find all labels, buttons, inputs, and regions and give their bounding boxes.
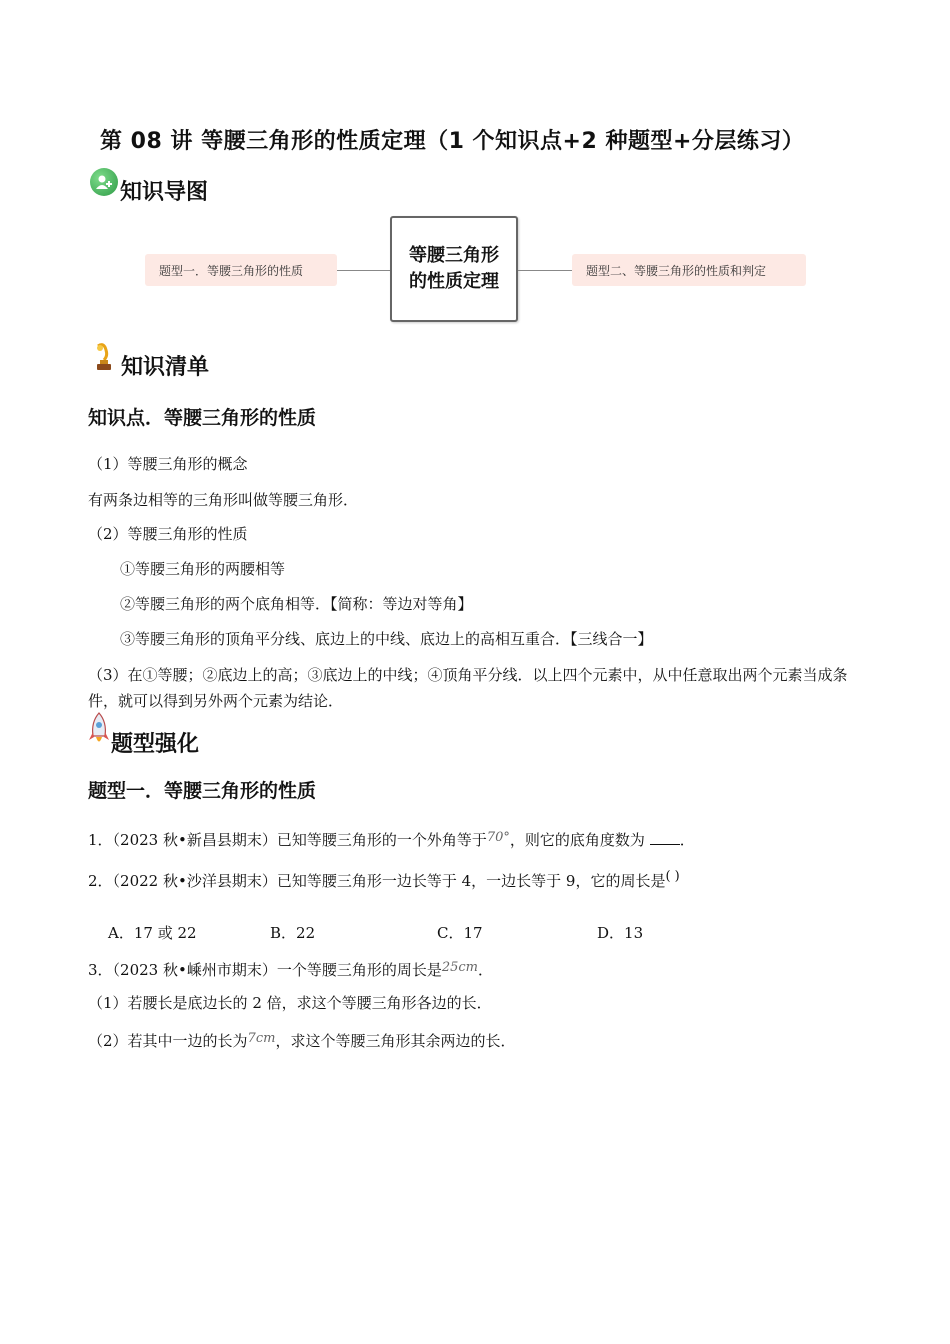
question-3-end: ． [478,961,494,979]
question-3-prefix: 3．（2023 秋•嵊州市期末）一个等腰三角形的周长是 [88,961,442,979]
question-3-sub-2 [88,1028,515,1052]
knowledge-point-title: 知识点．等腰三角形的性质 [88,407,317,429]
question-2-option-c[interactable]: C．17 [437,924,483,942]
question-3-perimeter: 25cm [441,960,478,975]
question-2-option-a[interactable]: A．17 或 22 [108,924,197,942]
property-item-1: ①等腰三角形的两腰相等 [120,560,286,578]
question-2 [88,866,680,892]
question-3-sub-2-suffix: ，求这个等腰三角形其余两边的长． [275,1032,516,1050]
mindmap-center-node: 等腰三角形的性质定理 [390,216,518,322]
question-2-text: 2．（2022 秋•沙洋县期末）已知等腰三角形一边长等于 4，一边长等于 9，它的周长是 [88,872,666,890]
mindmap-node-left: 题型一．等腰三角形的性质 [145,254,337,286]
mindmap-node-right: 题型二、等腰三角形的性质和判定 [572,254,806,286]
checklist-heading: 知识清单 [121,355,210,380]
question-1-angle: 70° [486,830,510,845]
question-1-answer-blank[interactable] [650,830,680,845]
question-1-suffix: ，则它的底角度数为 [509,831,645,849]
question-1 [88,827,695,851]
mindmap-heading: 知识导图 [120,180,209,205]
question-2-option-d[interactable]: D．13 [597,924,644,942]
user-add-icon [90,168,118,196]
question-3-sub-1: （1）若腰长是底边长的 2 倍，求这个等腰三角形各边的长． [88,994,492,1012]
rocket-icon [88,712,110,748]
question-3-sub-2-prefix: （2）若其中一边的长为 [88,1032,248,1050]
question-1-end: ． [679,831,695,849]
question-3-sub-2-length: 7cm [247,1031,276,1046]
question-1-prefix: 1．（2023 秋•新昌县期末）已知等腰三角形的一个外角等于 [88,831,487,849]
mindmap-connector-right [518,270,572,271]
question-2-option-b[interactable]: B．22 [270,924,316,942]
question-2-paren: ( ) [665,869,680,884]
trophy-icon [92,342,116,372]
question-3 [88,957,493,981]
mindmap-connector-left [337,270,390,271]
concept-label: （1）等腰三角形的概念 [88,455,248,473]
property-item-2: ②等腰三角形的两个底角相等．【简称：等边对等角】 [120,595,473,613]
type1-title: 题型一．等腰三角形的性质 [88,780,317,802]
page-title: 第 08 讲 等腰三角形的性质定理（1 个知识点+2 种题型+分层练习） [100,129,805,154]
concept-text: 有两条边相等的三角形叫做等腰三角形． [88,491,359,509]
practice-heading: 题型强化 [111,732,200,757]
property-item-3: ③等腰三角形的顶角平分线、底边上的中线、底边上的高相互重合．【三线合一】 [120,630,653,648]
property-label: （2）等腰三角形的性质 [88,525,248,543]
three-in-one-text: （3）在①等腰；②底边上的高；③底边上的中线；④顶角平分线．以上四个元素中，从中任意取出两个元素当成条件，就可以得到另外两个元素为结论． [88,666,848,710]
